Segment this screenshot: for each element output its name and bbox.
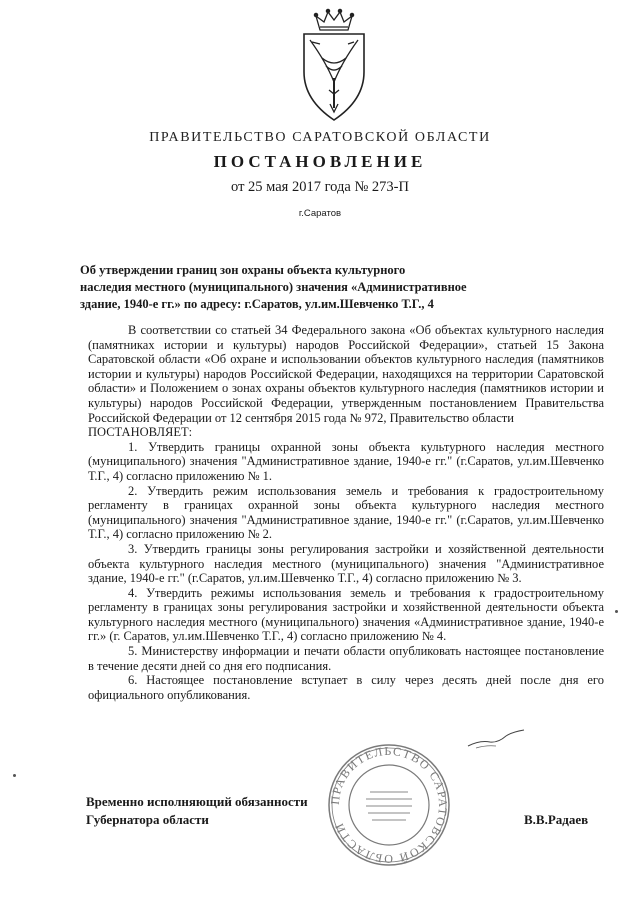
scan-speck	[615, 610, 618, 613]
resolution-item: 2. Утвердить режим использования земель и требования к градостроительному регламенту в границах охранной зоны объекта культурного наследия местного (муниципального) значения "Административное здание, 1940-е гг." (г.Саратов, ул.им.Шевченко Т.Г., 4) согласно приложению № 2.	[88, 483, 604, 542]
document-body	[88, 323, 604, 702]
stamp-ring-text: ПРАВИТЕЛЬСТВО САРАТОВСКОЙ ОБЛАСТИ	[327, 743, 451, 867]
resolution-item: 3. Утвердить границы зоны регулирования застройки и хозяйственной деятельности объекта культурного наследия местного (муниципального) значения "Административное здание, 1940-е гг." (г.Саратов, ул.им.Шевченко Т.Г., 4) согласно приложению № 3.	[88, 541, 604, 586]
signatory-title-line: Временно исполняющий обязанности	[86, 794, 308, 809]
signatory-name: В.В.Радаев	[524, 812, 589, 827]
svg-text:ПРАВИТЕЛЬСТВО САРАТОВСКОЙ ОБЛА	[328, 744, 450, 866]
coat-of-arms-emblem	[296, 8, 372, 126]
resolution-item: 6. Настоящее постановление вступает в силу через десять дней после дня его официального опубликования.	[88, 673, 604, 702]
signatory-title	[86, 793, 308, 829]
scan-speck	[13, 774, 16, 777]
subject-line: Об утверждении границ зон охраны объекта культурного	[80, 263, 406, 277]
government-name: ПРАВИТЕЛЬСТВО САРАТОВСКОЙ ОБЛАСТИ	[149, 130, 491, 145]
resolution-item: 5. Министерству информации и печати области опубликовать настоящее постановление в течение десяти дней со дня его подписания.	[88, 644, 604, 673]
document-subject	[80, 262, 500, 313]
document-date-number: от 25 мая 2017 года № 273-П	[231, 179, 409, 195]
document-city: г.Саратов	[298, 208, 342, 219]
preamble-paragraph: В соответствии со статьей 34 Федерального закона «Об объектах культурного наследия (памятниках истории и культуры) народов Российской Федерации», статьей 15 Закона Саратовской области «Об охране и использовании объектов культурного наследия (памятников истории и культуры) народов Российской Федерации, находящихся на территории Саратовской области» и Положением о зонах охраны объектов культурного наследия (памятников истории и культуры) народов Российской Федерации, утвержденным постановлением Правительства Российской Федерации от 12 сентября 2015 года № 972, Правительство области	[88, 323, 604, 425]
resolve-keyword: ПОСТАНОВЛЯЕТ:	[88, 425, 193, 440]
resolution-item: 4. Утвердить режимы использования земель и требования к градостроительному регламенту в границах зоны регулирования застройки и хозяйственной деятельности объекта культурного наследия местного (муниципального) значения «Административное здание, 1940-е гг.» (г. Саратов, ул.им.Шевченко Т.Г., 4) согласно приложению № 4.	[88, 585, 604, 644]
official-stamp	[326, 742, 452, 868]
subject-line: наследия местного (муниципального) значения «Административное	[80, 280, 467, 294]
signatory-title-line: Губернатора области	[86, 812, 209, 827]
handwritten-signature	[466, 728, 526, 750]
document-type: ПОСТАНОВЛЕНИЕ	[213, 152, 427, 171]
subject-line: здание, 1940-е гг.» по адресу: г.Саратов, ул.им.Шевченко Т.Г., 4	[80, 297, 434, 311]
resolution-item: 1. Утвердить границы охранной зоны объекта культурного наследия местного (муниципального) значения "Административное здание, 1940-е гг." (г.Саратов, ул.им.Шевченко Т.Г., 4) согласно приложению № 1.	[88, 439, 604, 483]
